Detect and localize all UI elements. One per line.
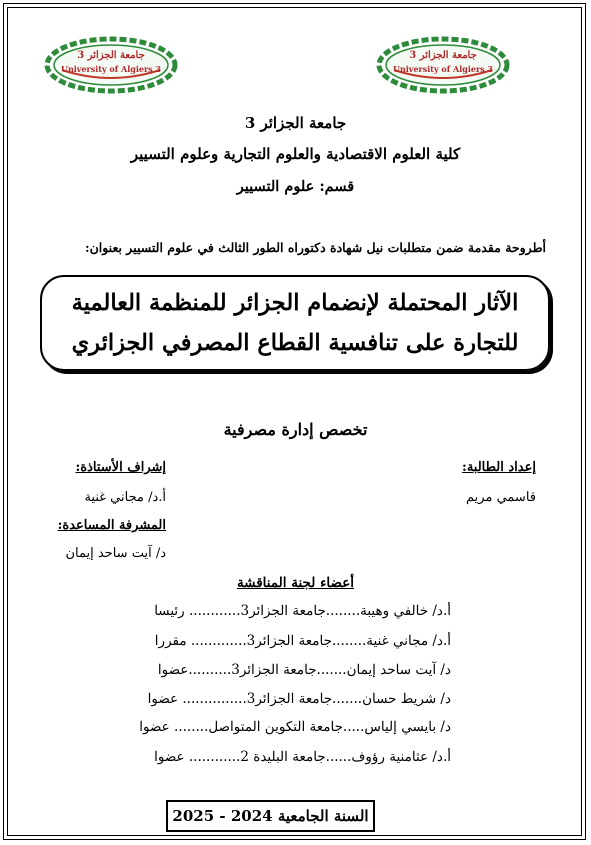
supervisor-name: أ.د/ مجاني غنية xyxy=(84,490,166,505)
svg-text:جامعة الجزائر 3: جامعة الجزائر 3 xyxy=(409,50,477,61)
thesis-title-box xyxy=(40,275,550,371)
supervisor-label: إشراف الأستاذة: xyxy=(75,460,166,475)
student-label: إعداد الطالبة: xyxy=(462,460,536,475)
academic-year: السنة الجامعية 2024 - 2025 xyxy=(166,800,375,832)
university-logo-left xyxy=(44,36,179,94)
committee-title: أعضاء لجنة المناقشة xyxy=(236,575,355,591)
committee-member: د/ شريط حسان.......جامعة الجزائر3............... عضوا xyxy=(147,691,451,707)
thesis-title-line-2: للتجارة على تنافسية القطاع المصرفي الجزائري xyxy=(71,330,519,356)
specialty: تخصص إدارة مصرفية xyxy=(223,420,368,439)
committee-member: د/ آيت ساحد إيمان.......جامعة الجزائر3..........عضوا xyxy=(157,662,451,678)
thesis-intro: أطروحة مقدمة ضمن متطلبات نيل شهادة دكتوراه الطور الثالث في علوم التسيير بعنوان: xyxy=(84,240,546,255)
svg-text:University of Algiers 3: University of Algiers 3 xyxy=(60,64,162,74)
university-logo-right xyxy=(376,36,511,94)
department-name: قسم: علوم التسيير xyxy=(236,178,355,195)
svg-text:جامعة الجزائر 3: جامعة الجزائر 3 xyxy=(77,50,145,61)
committee-member: أ.د/ عثامنية رؤوف......جامعة البليدة 2............ عضوا xyxy=(154,749,451,765)
university-name: جامعة الجزائر 3 xyxy=(244,114,347,132)
co-supervisor-name: د/ آيت ساحد إيمان xyxy=(65,546,166,561)
faculty-name: كلية العلوم الاقتصادية والعلوم التجارية وعلوم التسيير xyxy=(130,145,461,163)
student-name: قاسمي مريم xyxy=(466,490,536,505)
committee-member: أ.د/ مجاني غنية........جامعة الجزائر3............. مقررا xyxy=(154,633,451,649)
committee-member: د/ بايسي إلياس.....جامعة التكوين المتواصل........ عضوا xyxy=(139,719,451,735)
thesis-title-line-1: الآثار المحتملة لإنضمام الجزائر للمنظمة العالمية xyxy=(71,290,519,316)
co-supervisor-label: المشرفة المساعدة: xyxy=(57,518,166,533)
committee-member: أ.د/ خالفي وهيبة........جامعة الجزائر3............ رئيسا xyxy=(154,603,451,619)
svg-text:University of Algiers 3: University of Algiers 3 xyxy=(392,64,494,74)
